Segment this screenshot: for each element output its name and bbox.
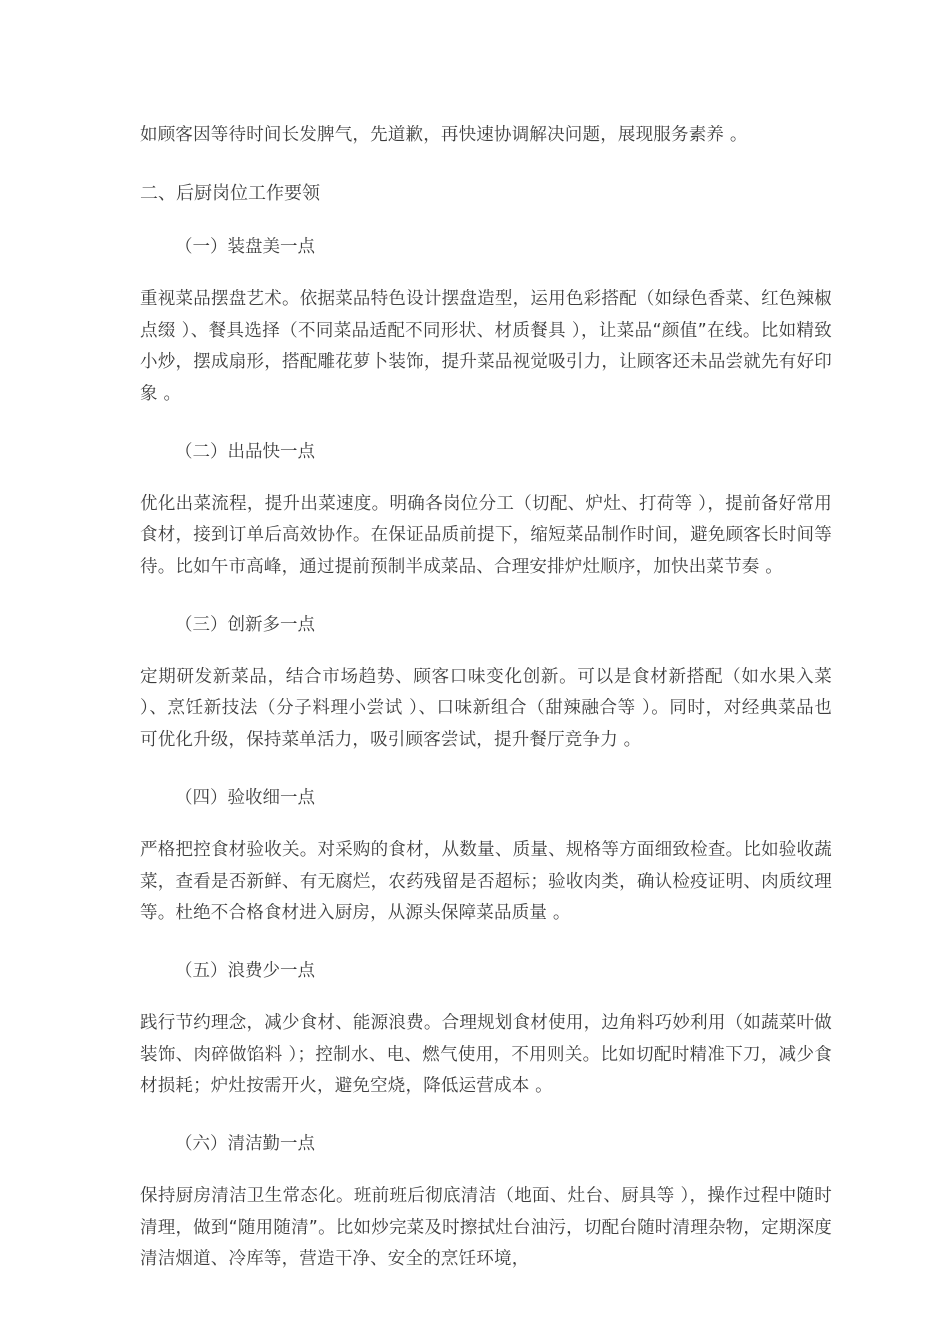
para-innovation: 定期研发新菜品，结合市场趋势、顾客口味变化创新。可以是食材新搭配（如水果入菜 ）、烹饪新技法（分子料理小尝试 ）、口味新组合（甜辣融合等 ）。同时，对经典菜品也可优化升级，保持菜单活力，吸引顾客尝试，提升餐厅竞争力 。 [140, 666, 832, 751]
para-inspection: 严格把控食材验收关。对采购的食材，从数量、质量、规格等方面细致检查。比如验收蔬菜，查看是否新鲜、有无腐烂，农药残留是否超标；验收肉类，确认检疫证明、肉质纹理等。杜绝不合格食材进入厨房，从源头保障菜品质量 。 [140, 839, 832, 924]
subheading-speed: （二）出品快一点 [175, 442, 315, 463]
subheading-waste: （五）浪费少一点 [175, 961, 315, 982]
subheading-inspection: （四）验收细一点 [175, 788, 315, 809]
document-body [140, 120, 832, 1276]
para-speed: 优化出菜流程，提升出菜速度。明确各岗位分工（切配、炉灶、打荷等 ），提前备好常用食材，接到订单后高效协作。在保证品质前提下，缩短菜品制作时间，避免顾客长时间等待。比如午市高峰，通过提前预制半成菜品、合理安排炉灶顺序，加快出菜节奏 。 [140, 493, 832, 578]
subheading-cleaning: （六）清洁勤一点 [175, 1134, 315, 1155]
para-waste: 践行节约理念，减少食材、能源浪费。合理规划食材使用，边角料巧妙利用（如蔬菜叶做装饰、肉碎做馅料 ）；控制水、电、燃气使用，不用则关。比如切配时精准下刀，减少食材损耗；炉灶按需开火，避免空烧，降低运营成本 。 [140, 1012, 832, 1097]
section-heading-kitchen: 二、后厨岗位工作要领 [140, 182, 320, 204]
para-service-apology: 如顾客因等待时间长发脾气，先道歉，再快速协调解决问题，展现服务素养 。 [140, 125, 748, 145]
para-cleaning: 保持厨房清洁卫生常态化。班前班后彻底清洁（地面、灶台、厨具等 ），操作过程中随时清理，做到“随用随清”。比如炒完菜及时擦拭灶台油污，切配台随时清理杂物，定期深度清洁烟道、冷库等，营造干净、安全的烹饪环境， [140, 1185, 832, 1270]
para-plating: 重视菜品摆盘艺术。依据菜品特色设计摆盘造型，运用色彩搭配（如绿色香菜、红色辣椒点缀 ）、餐具选择（不同菜品适配不同形状、材质餐具 ），让菜品“颜值”在线。比如精致小炒，摆成扇形，搭配雕花萝卜装饰，提升菜品视觉吸引力，让顾客还未品尝就先有好印象 。 [140, 288, 832, 405]
subheading-innovation: （三）创新多一点 [175, 615, 315, 636]
subheading-plating: （一）装盘美一点 [175, 237, 315, 258]
